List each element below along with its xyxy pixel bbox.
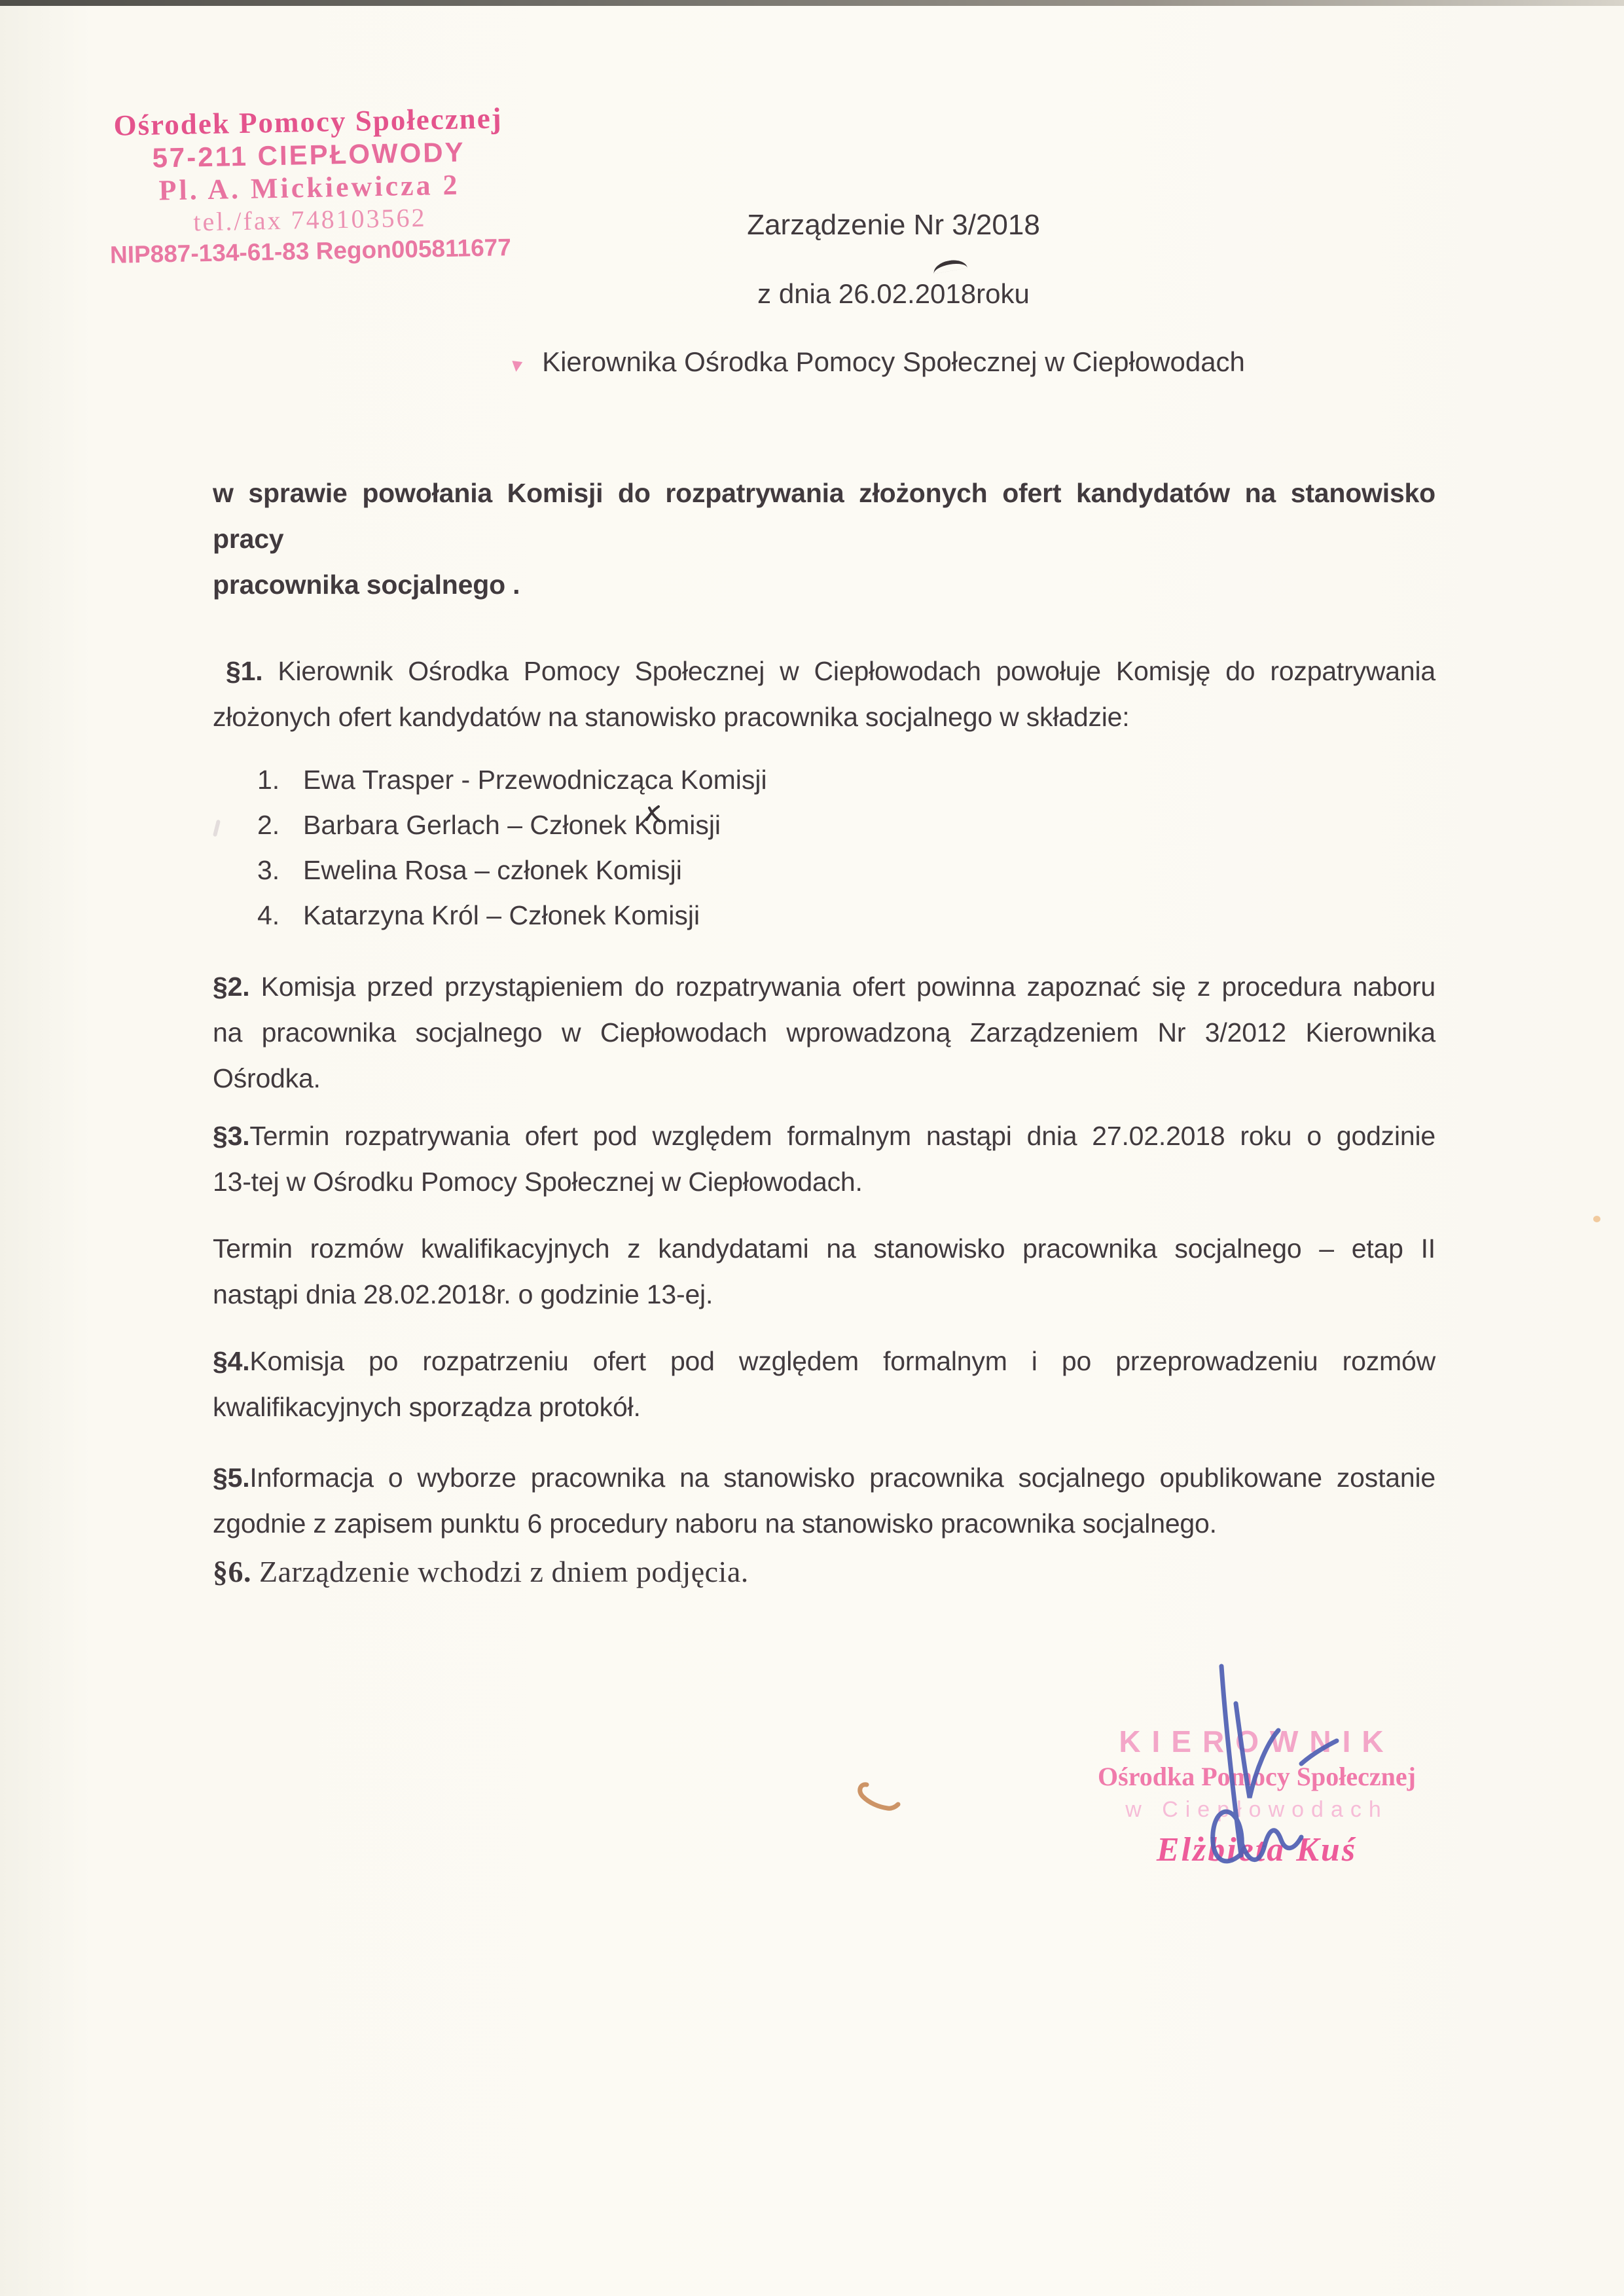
stamp-postal-city: 57-211 CIEPŁOWODY (152, 136, 466, 173)
section-1-line-2: złożonych ofert kandydatów na stanowisko pracownika socjalnego w składzie: (213, 702, 1130, 732)
section-5-paragraph (213, 1455, 1435, 1546)
list-item-number: 1. (257, 765, 280, 795)
section-3-marker: §3. (213, 1121, 250, 1151)
section-3-line-1: §3.Termin rozpatrywania ofert pod względem formalnym nastąpi dnia 27.02.2018 roku o godzinie (213, 1121, 1435, 1151)
title-block (527, 208, 1260, 378)
subject-line-1: w sprawie powołania Komisji do rozpatrywania złożonych ofert kandydatów na stanowisko pracy (213, 478, 1435, 554)
signer-org-line-2: w Ciepłowodach (1125, 1797, 1388, 1822)
list-item-text: Ewa Trasper - Przewodnicząca Komisji (303, 765, 767, 795)
section-1-paragraph (213, 648, 1435, 740)
list-item-number: 2. (257, 810, 280, 840)
document-issuer: Kierownika Ośrodka Pomocy Społecznej w Ciepłowodach (542, 346, 1245, 377)
faint-pencil-mark (213, 820, 221, 837)
section-2-line-1: §2. Komisja przed przystąpieniem do rozpatrywania ofert powinna zapoznać się z procedura naboru (213, 972, 1435, 1002)
subject-paragraph (213, 470, 1435, 608)
document-date: z dnia 26.02.2018roku (757, 278, 1030, 309)
ink-smudge-mark (643, 804, 665, 824)
section-3-paragraph (213, 1113, 1435, 1205)
signer-name: Elżbieta Kuś (1156, 1831, 1358, 1868)
list-item-text: Katarzyna Król – Członek Komisji (303, 900, 700, 930)
section-5-line-2: zgodnie z zapisem punktu 6 procedury naboru na stanowisko pracownika socjalnego. (213, 1508, 1217, 1539)
document-title: Zarządzenie Nr 3/2018 (747, 209, 1040, 241)
section-6-marker: §6. (213, 1555, 251, 1588)
section-4-paragraph (213, 1338, 1435, 1430)
scanner-edge-artifact (0, 0, 1624, 6)
interviews-line-1: Termin rozmów kwalifikacyjnych z kandydatami na stanowisko pracownika socjalnego – etap II (213, 1233, 1435, 1264)
section-2-line-2: na pracownika socjalnego w Ciepłowodach wprowadzoną Zarządzeniem Nr 3/2012 Kierownika (213, 1017, 1435, 1048)
section-1-marker: §1. (226, 656, 263, 686)
section-4-line-2: kwalifikacyjnych sporządza protokół. (213, 1392, 641, 1422)
section-4-marker: §4. (213, 1346, 250, 1376)
section-5-marker: §5. (213, 1463, 250, 1493)
handwritten-signature (1172, 1650, 1355, 1872)
subject-line-2: pracownika socjalnego . (213, 570, 520, 600)
stamp-smudge-mark (511, 361, 522, 373)
committee-list (257, 765, 767, 945)
stamp-street: Pl. A. Mickiewicza 2 (158, 168, 460, 207)
handwritten-tilde-mark (932, 258, 967, 274)
list-item (257, 810, 767, 855)
list-item-text: Barbara Gerlach – Członek Komisji (303, 810, 721, 840)
section-2-line-3: Ośrodka. (213, 1063, 321, 1093)
list-item-text: Ewelina Rosa – członek Komisji (303, 855, 682, 885)
section-4-line-1: §4.Komisja po rozpatrzeniu ofert pod względem formalnym i po przeprowadzeniu rozmów (213, 1346, 1435, 1376)
section-1-line-1: §1. Kierownik Ośrodka Pomocy Społecznej w Ciepłowodach powołuje Komisję do rozpatrywania (226, 656, 1435, 686)
section-5-line-1: §5.Informacja o wyborze pracownika na stanowisko pracownika socjalnego opublikowane zostanie (213, 1463, 1435, 1493)
section-2-marker: §2. (213, 972, 250, 1002)
list-item (257, 765, 767, 810)
list-item (257, 855, 767, 900)
list-item-number: 3. (257, 855, 280, 885)
interviews-paragraph (213, 1226, 1435, 1317)
section-6-paragraph (213, 1549, 1435, 1595)
interviews-line-2: nastąpi dnia 28.02.2018r. o godzinie 13-ej. (213, 1279, 713, 1309)
list-item-number: 4. (257, 900, 280, 930)
paper-speck (1593, 1216, 1600, 1222)
pen-scratch-mark (852, 1776, 911, 1817)
stamp-nip-regon: NIP887-134-61-83 Regon005811677 (109, 234, 512, 268)
stamp-org-name: Ośrodek Pomocy Społecznej (113, 101, 503, 142)
section-2-paragraph (213, 964, 1435, 1101)
signer-role: KIEROWNIK (1119, 1724, 1395, 1758)
list-item (257, 900, 767, 945)
signer-org-line-1: Ośrodka Pomocy Społecznej (1098, 1762, 1416, 1791)
stamp-phone: tel./fax 748103562 (192, 202, 427, 237)
section-3-line-2: 13-tej w Ośrodku Pomocy Społecznej w Ciepłowodach. (213, 1167, 863, 1197)
office-address-stamp (103, 101, 516, 271)
section-6-line: §6. Zarządzenie wchodzi z dniem podjęcia. (213, 1555, 749, 1588)
